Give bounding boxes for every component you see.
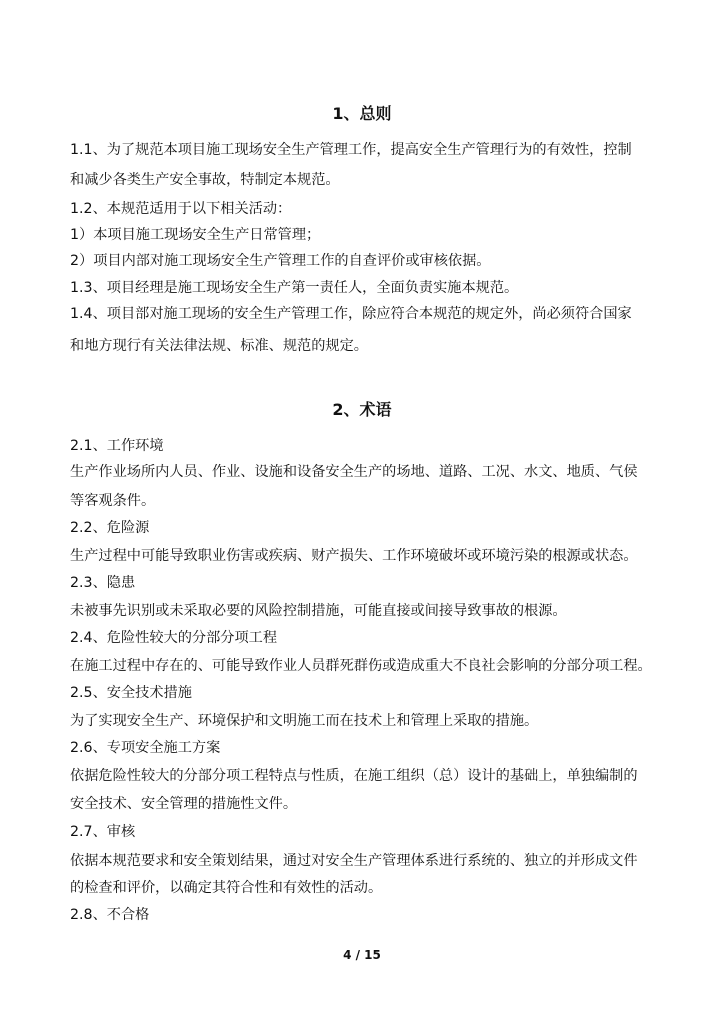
paragraph-line: 生产作业场所内人员、作业、设施和设备安全生产的场地、道路、工况、水文、地质、气侯 bbox=[70, 464, 638, 480]
paragraph-line: 1）本项目施工现场安全生产日常管理； bbox=[70, 227, 321, 243]
paragraph-line: 2.1、工作环境 bbox=[70, 438, 164, 454]
paragraph-line: 和地方现行有关法律法规、标准、规范的规定。 bbox=[70, 338, 368, 354]
paragraph-line: 依据本规范要求和安全策划结果，通过对安全生产管理体系进行系统的、独立的并形成文件 bbox=[70, 853, 638, 869]
paragraph-line: 等客观条件。 bbox=[70, 493, 156, 509]
paragraph-line: 安全技术、安全管理的措施性文件。 bbox=[70, 796, 298, 812]
paragraph-line: 未被事先识别或未采取必要的风险控制措施，可能直接或间接导致事故的根源。 bbox=[70, 603, 567, 619]
paragraph-line: 和减少各类生产安全事故，特制定本规范。 bbox=[70, 172, 340, 188]
paragraph-line: 1.3、项目经理是施工现场安全生产第一责任人，全面负责实施本规范。 bbox=[70, 280, 519, 296]
paragraph-line: 2.8、不合格 bbox=[70, 907, 150, 923]
paragraph-line: 在施工过程中存在的、可能导致作业人员群死群伤或造成重大不良社会影响的分部分项工程。 bbox=[70, 658, 652, 674]
section-2-heading: 2、术语 bbox=[332, 400, 392, 419]
paragraph-line: 2）项目内部对施工现场安全生产管理工作的自查评价或审核依据。 bbox=[70, 253, 491, 269]
paragraph-line: 为了实现安全生产、环境保护和文明施工而在技术上和管理上采取的措施。 bbox=[70, 713, 539, 729]
paragraph-line: 的检查和评价，以确定其符合性和有效性的活动。 bbox=[70, 880, 383, 896]
paragraph-line: 2.6、专项安全施工方案 bbox=[70, 740, 221, 756]
paragraph-line: 2.2、危险源 bbox=[70, 520, 150, 536]
paragraph-line: 2.5、安全技术措施 bbox=[70, 685, 192, 701]
paragraph-line: 2.7、审核 bbox=[70, 824, 136, 840]
paragraph-line: 1.1、为了规范本项目施工现场安全生产管理工作，提高安全生产管理行为的有效性，控制 bbox=[70, 142, 632, 158]
paragraph-line: 1.4、项目部对施工现场的安全生产管理工作，除应符合本规范的规定外，尚必须符合国家 bbox=[70, 306, 632, 322]
paragraph-line: 生产过程中可能导致职业伤害或疾病、财产损失、工作环境破坏或环境污染的根源或状态。 bbox=[70, 548, 638, 564]
page-number: 4 / 15 bbox=[343, 948, 381, 962]
section-1-heading: 1、总则 bbox=[332, 104, 392, 123]
paragraph-line: 依据危险性较大的分部分项工程特点与性质，在施工组织（总）设计的基础上，单独编制的 bbox=[70, 768, 638, 784]
paragraph-line: 2.4、危险性较大的分部分项工程 bbox=[70, 630, 278, 646]
paragraph-line: 1.2、本规范适用于以下相关活动： bbox=[70, 201, 292, 217]
paragraph-line: 2.3、隐患 bbox=[70, 575, 136, 591]
